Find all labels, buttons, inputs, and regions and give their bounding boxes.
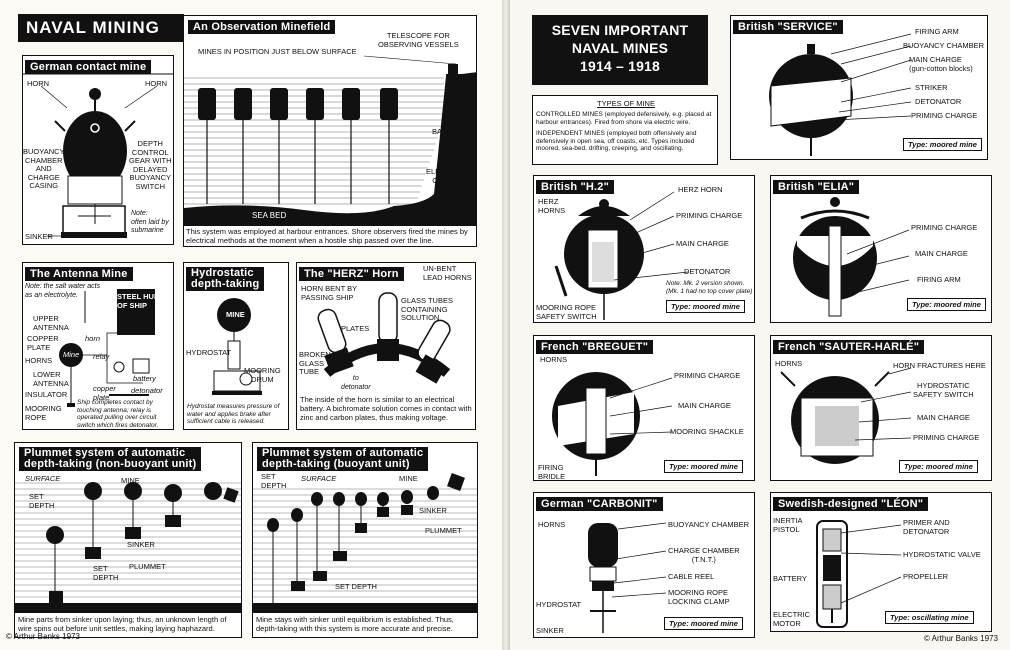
label-mine-antenna: Mine: [63, 350, 80, 359]
british-elia-title: British "ELIA": [773, 180, 859, 194]
carbonit-label-buoyancy: BUOYANCY CHAMBER: [668, 520, 749, 529]
carbonit-label-horns: HORNS: [538, 520, 566, 529]
british-h2-panel: [533, 175, 755, 323]
types-of-mine-box: [532, 95, 718, 165]
french-sauter-harle-panel: [770, 335, 992, 481]
carbonit-label-reel: CABLE REEL: [668, 572, 715, 581]
label-horn-left: HORN: [27, 79, 50, 88]
british-h2-title: British "H.2": [536, 180, 614, 194]
sauter-harle-title: French "SAUTER-HARLÉ": [773, 340, 924, 354]
service-type-badge: Type: moored mine: [903, 138, 982, 151]
h2-label-herz-horn: HERZ HORN: [678, 185, 723, 194]
label-insulator: INSULATOR: [25, 390, 68, 399]
h2-type-badge: Type: moored mine: [666, 300, 745, 313]
label-glass-tubes: GLASS TUBES CONTAINING SOLUTION: [401, 296, 453, 322]
elia-label-2: MAIN CHARGE: [915, 249, 968, 258]
label-horn-right: HORN: [145, 79, 168, 88]
carbonit-label-hydrostat: HYDROSTAT: [536, 600, 582, 609]
carbonit-type-badge: Type: moored mine: [664, 617, 743, 630]
plummet-buoyant-caption: Mine stays with sinker until equilibrium is established. Thus, depth-taking with this system is more accurate and precise.: [256, 615, 454, 633]
elia-label-1: PRIMING CHARGE: [911, 223, 978, 232]
plummet-nonbuoyant-panel: [14, 442, 242, 638]
label-battery: BATTERY: [432, 127, 466, 136]
label-submarine-note: Note: often laid by submarine: [131, 210, 169, 234]
label-sinker-b: SINKER: [419, 506, 447, 515]
sauter-label-main: MAIN CHARGE: [917, 413, 970, 422]
label-horns-antenna: HORNS: [25, 356, 53, 365]
carbonit-label-sinker: SINKER: [536, 626, 564, 635]
types-independent: INDEPENDENT MINES (employed both offensively and defensively in open sea, off coasts, etc. Types included moored, sea-bed, drifting, creeping, and oscillating.: [536, 130, 697, 152]
french-breguet-panel: [533, 335, 755, 481]
label-mine-nb: MINE: [121, 476, 140, 485]
service-label-2: BUOYANCY CHAMBER: [903, 41, 984, 50]
breguet-label-priming: PRIMING CHARGE: [674, 371, 741, 380]
label-sinker: SINKER: [25, 232, 53, 241]
leon-label-inertia: INERTIA PISTOL: [773, 516, 803, 534]
herz-horn-title: The "HERZ" Horn: [299, 267, 404, 281]
leon-label-propeller: PROPELLER: [903, 572, 949, 581]
observation-caption: This system was employed at harbour entrances. Shore observers fired the mines by electrical methods at the moment when a hostile ship passed over the line.: [186, 227, 468, 245]
plummet-buoyant-drawing: [253, 443, 478, 638]
sauter-label-priming: PRIMING CHARGE: [913, 433, 980, 442]
elia-label-3: FIRING ARM: [917, 275, 961, 284]
observation-minefield-title: An Observation Minefield: [188, 20, 335, 34]
label-mine-hydro: MINE: [226, 310, 245, 319]
label-sea-bed: SEA BED: [252, 211, 287, 220]
plummet-nonbuoyant-caption: Mine parts from sinker upon laying; thus, an unknown length of wire spins out before unit settles, making laying haphazard.: [18, 615, 227, 633]
british-service-title: British "SERVICE": [733, 20, 843, 34]
service-label-4: STRIKER: [915, 83, 948, 92]
herz-horn-panel: [296, 262, 476, 430]
label-electric-cable: ELECTRIC CABLE: [426, 167, 464, 185]
sauter-label-horns: HORNS: [775, 359, 803, 368]
label-upper-antenna: UPPER ANTENNA: [33, 314, 69, 332]
label-set-depth-b: SET DEPTH: [261, 472, 287, 490]
leon-label-primer: PRIMER AND DETONATOR: [903, 518, 950, 536]
breguet-label-main: MAIN CHARGE: [678, 401, 731, 410]
label-to-detonator: to detonator: [341, 375, 371, 391]
types-controlled: CONTROLLED MINES (employed defensively, e.g. placed at harbour entrances). Fired from shore via electric wire.: [536, 111, 712, 126]
label-horn-small: horn: [85, 334, 101, 343]
hydrostatic-panel: [183, 262, 289, 430]
label-telescope: TELESCOPE FOR OBSERVING VESSELS: [378, 31, 459, 49]
antenna-mine-title: The Antenna Mine: [25, 267, 133, 281]
label-set-depth-nb-2: SET DEPTH: [93, 564, 119, 582]
sauter-type-badge: Type: moored mine: [899, 460, 978, 473]
label-plates: PLATES: [341, 324, 370, 333]
h2-label-priming: PRIMING CHARGE: [676, 211, 743, 220]
breguet-label-horns: HORNS: [540, 355, 568, 364]
left-credit: © Arthur Banks 1973: [6, 632, 80, 641]
label-steel-hull: STEEL HULL OF SHIP: [117, 292, 164, 310]
label-lower-antenna: LOWER ANTENNA: [33, 370, 69, 388]
h2-label-detonator: DETONATOR: [684, 267, 731, 276]
label-surface-b: SURFACE: [301, 474, 337, 483]
service-label-6: PRIMING CHARGE: [911, 111, 978, 120]
plummet-buoyant-title: Plummet system of automatic depth-taking (buoyant unit): [257, 447, 428, 471]
types-heading: TYPES OF MINE: [597, 99, 655, 108]
h2-label-herz-horns: HERZ HORNS: [538, 197, 566, 215]
label-broken-glass: BROKEN GLASS TUBE: [299, 350, 331, 376]
plummet-nonbuoyant-title: Plummet system of automatic depth-taking (non-buoyant unit): [19, 447, 201, 471]
sauter-label-fractures: HORN FRACTURES HERE: [893, 361, 986, 370]
label-relay: relay: [93, 352, 110, 361]
leon-label-battery: BATTERY: [773, 574, 807, 583]
right-page-title: SEVEN IMPORTANT NAVAL MINES 1914 – 1918: [532, 15, 708, 85]
label-buoyancy-chamber: BUOYANCY CHAMBER AND CHARGE CASING: [23, 147, 65, 191]
label-set-depth-b-2: SET DEPTH: [335, 582, 377, 591]
label-sinker-nb: SINKER: [127, 540, 155, 549]
carbonit-label-clamp: MOORING ROPE LOCKING CLAMP: [668, 588, 730, 606]
british-service-panel: [730, 15, 988, 160]
label-horn-bent: HORN BENT BY PASSING SHIP: [301, 284, 358, 302]
service-label-1: FIRING ARM: [915, 27, 959, 36]
leon-label-motor: ELECTRIC MOTOR: [773, 610, 811, 628]
label-detonator-small: detonator: [131, 386, 163, 395]
swedish-leon-title: Swedish-designed "LÉON": [773, 497, 928, 511]
breguet-label-bridle: FIRING BRIDLE: [538, 463, 566, 481]
carbonit-label-charge: CHARGE CHAMBER (T.N.T.): [668, 546, 740, 564]
breguet-label-shackle: MOORING SHACKLE: [670, 427, 744, 436]
swedish-leon-panel: [770, 492, 992, 632]
h2-label-mooring: MOORING ROPE SAFETY SWITCH: [536, 303, 597, 321]
label-mines-below-surface: MINES IN POSITION JUST BELOW SURFACE: [198, 47, 357, 56]
label-mine-b: MINE: [399, 474, 418, 483]
h2-note: Note: Mk. 2 version shown. (Mk. 1 had no top cover plate): [666, 280, 753, 295]
antenna-note: Note: the salt water acts as an electrolyte.: [25, 283, 101, 299]
german-carbonit-panel: [533, 492, 755, 638]
right-credit: © Arthur Banks 1973: [924, 634, 998, 643]
label-plummet-b: PLUMMET: [425, 526, 462, 535]
label-mooring-drum: MOORING DRUM: [244, 366, 281, 384]
plummet-buoyant-panel: [252, 442, 478, 638]
book-gutter: [502, 0, 510, 650]
german-carbonit-title: German "CARBONIT": [536, 497, 663, 511]
hydrostatic-caption: Hydrostat measures pressure of water and applies brake after sufficient cable is released.: [187, 403, 280, 425]
label-plummet-nb: PLUMMET: [129, 562, 166, 571]
german-contact-mine-title: German contact mine: [25, 60, 151, 74]
label-mooring-rope: MOORING ROPE: [25, 404, 62, 422]
british-elia-panel: [770, 175, 992, 323]
german-contact-mine-panel: [22, 55, 174, 245]
label-copper-plate: COPPER PLATE: [27, 334, 59, 352]
french-breguet-title: French "BREGUET": [536, 340, 653, 354]
breguet-type-badge: Type: moored mine: [664, 460, 743, 473]
label-copper-plate-small: copper plate: [93, 384, 116, 402]
page-title-naval-mining: NAVAL MINING: [18, 14, 184, 42]
hydrostatic-title: Hydrostatic depth-taking: [186, 267, 264, 291]
service-label-5: DETONATOR: [915, 97, 962, 106]
antenna-mine-panel: [22, 262, 174, 430]
label-surface-nb: SURFACE: [25, 474, 61, 483]
h2-label-main: MAIN CHARGE: [676, 239, 729, 248]
leon-label-hydro: HYDROSTATIC VALVE: [903, 550, 981, 559]
label-set-depth-nb: SET DEPTH: [29, 492, 55, 510]
label-contact: contact: [117, 320, 142, 329]
service-label-3: MAIN CHARGE (gun-cotton blocks): [909, 55, 973, 73]
elia-type-badge: Type: moored mine: [907, 298, 986, 311]
herz-caption: The inside of the horn is similar to an electrical battery. A bichromate solution comes in contact with zinc and carbon plates, thus making voltage.: [300, 395, 472, 422]
label-unbent-horns: UN-BENT LEAD HORNS: [423, 264, 472, 282]
leon-type-badge: Type: oscillating mine: [885, 611, 974, 624]
observation-minefield-panel: [183, 15, 477, 247]
label-depth-control-gear: DEPTH CONTROL GEAR WITH DELAYED BUOYANCY SWITCH: [129, 139, 172, 191]
antenna-caption: Ship completes contact by touching antenna; relay is operated pulling over circuit switch which fires detonator.: [77, 399, 159, 429]
label-hydrostat: HYDROSTAT: [186, 348, 232, 357]
label-battery-small: battery: [133, 374, 156, 383]
sauter-label-hydrostatic: HYDROSTATIC SAFETY SWITCH: [913, 381, 974, 399]
